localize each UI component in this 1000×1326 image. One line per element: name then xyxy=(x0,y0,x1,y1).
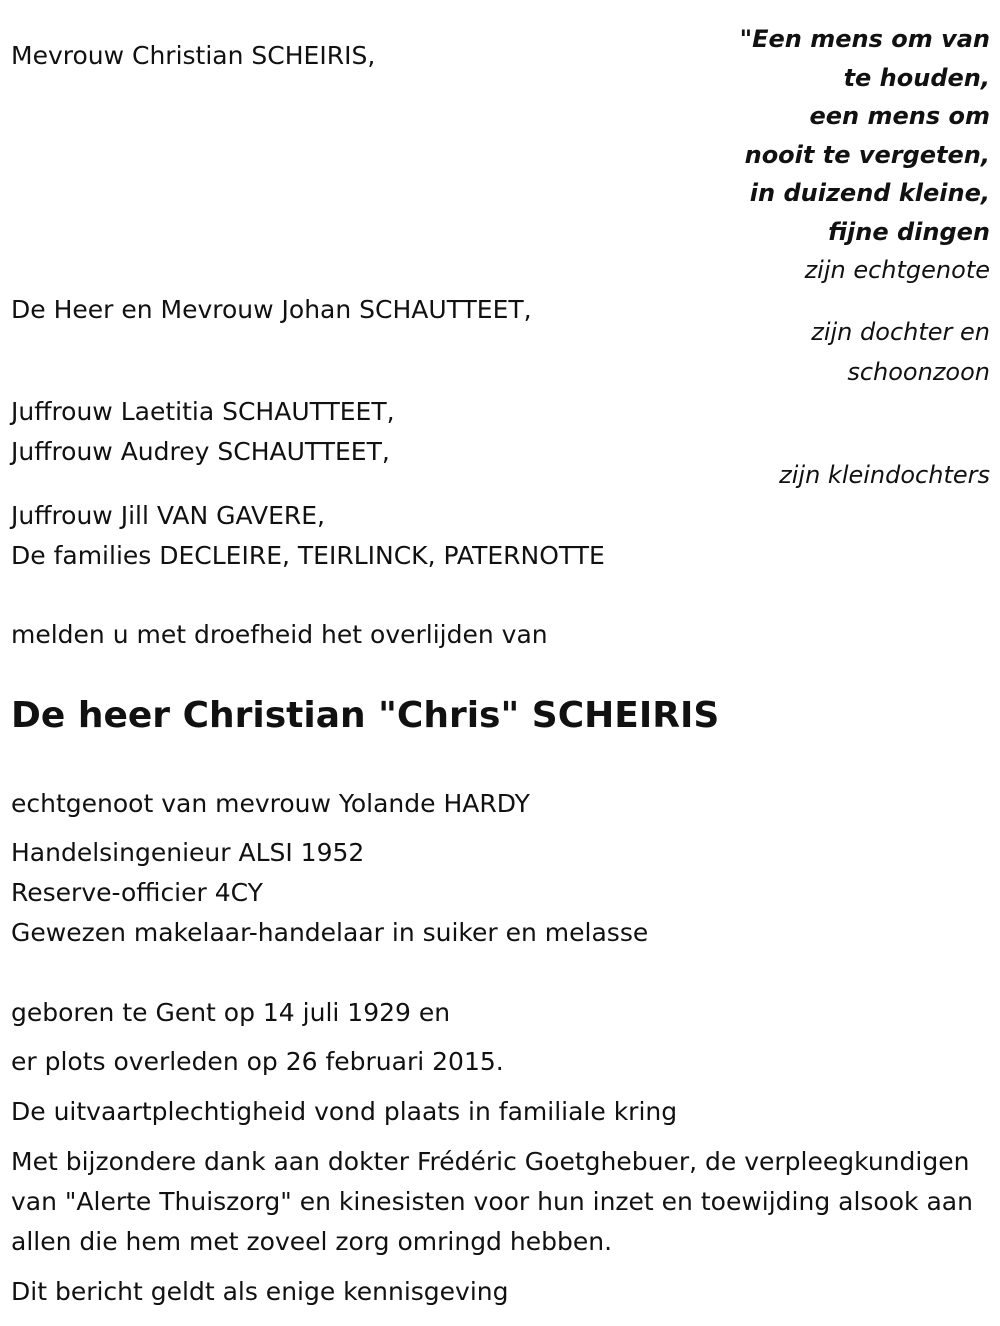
relation-daughter-2: schoonzoon xyxy=(847,358,990,386)
thanks-paragraph: Met bijzondere dank aan dokter Frédéric Goetghebuer, de verpleegkundigen van "Alerte Thuiszorg" en kinesisten voor hun inzet en toewijding alsook aan allen die hem met zoveel zorg omringd hebben. xyxy=(11,1147,973,1256)
notice-line: Dit bericht geldt als enige kennisgeving xyxy=(11,1277,509,1306)
deceased-title-2: Reserve-officier 4CY xyxy=(11,878,263,907)
quote-line: "Een mens om van xyxy=(739,25,990,53)
quote-block xyxy=(740,20,990,252)
mourner-spouse: Mevrouw Christian SCHEIRIS, xyxy=(11,41,376,70)
relation-spouse: zijn echtgenote xyxy=(804,256,990,284)
announcement: melden u met droefheid het overlijden van xyxy=(11,620,548,649)
deceased-name: De heer Christian "Chris" SCHEIRIS xyxy=(11,695,720,736)
mourner-granddaughter-1: Juffrouw Laetitia SCHAUTTEET, xyxy=(11,397,395,426)
mourner-granddaughter-2: Juffrouw Audrey SCHAUTTEET, xyxy=(11,437,390,466)
relation-granddaughters: zijn kleindochters xyxy=(779,461,990,489)
deceased-title-1: Handelsingenieur ALSI 1952 xyxy=(11,838,365,867)
born-line: geboren te Gent op 14 juli 1929 en xyxy=(11,998,451,1027)
mourner-other: Juffrouw Jill VAN GAVERE, xyxy=(11,501,326,530)
quote-line: in duizend kleine, xyxy=(749,179,990,208)
quote-line: nooit te vergeten, xyxy=(744,140,990,169)
mourner-daughter: De Heer en Mevrouw Johan SCHAUTTEET, xyxy=(11,295,532,324)
mourner-families: De families DECLEIRE, TEIRLINCK, PATERNOTTE xyxy=(11,541,605,570)
quote-line: een mens om xyxy=(809,102,990,131)
funeral-line: De uitvaartplechtigheid vond plaats in familiale kring xyxy=(11,1097,678,1126)
relation-daughter-1: zijn dochter en xyxy=(811,318,990,346)
quote-line: fijne dingen xyxy=(828,217,990,246)
deceased-title-3: Gewezen makelaar-handelaar in suiker en melasse xyxy=(11,918,649,947)
spouse-of: echtgenoot van mevrouw Yolande HARDY xyxy=(11,789,530,818)
quote-line: te houden, xyxy=(843,63,990,92)
died-line: er plots overleden op 26 februari 2015. xyxy=(11,1047,504,1076)
